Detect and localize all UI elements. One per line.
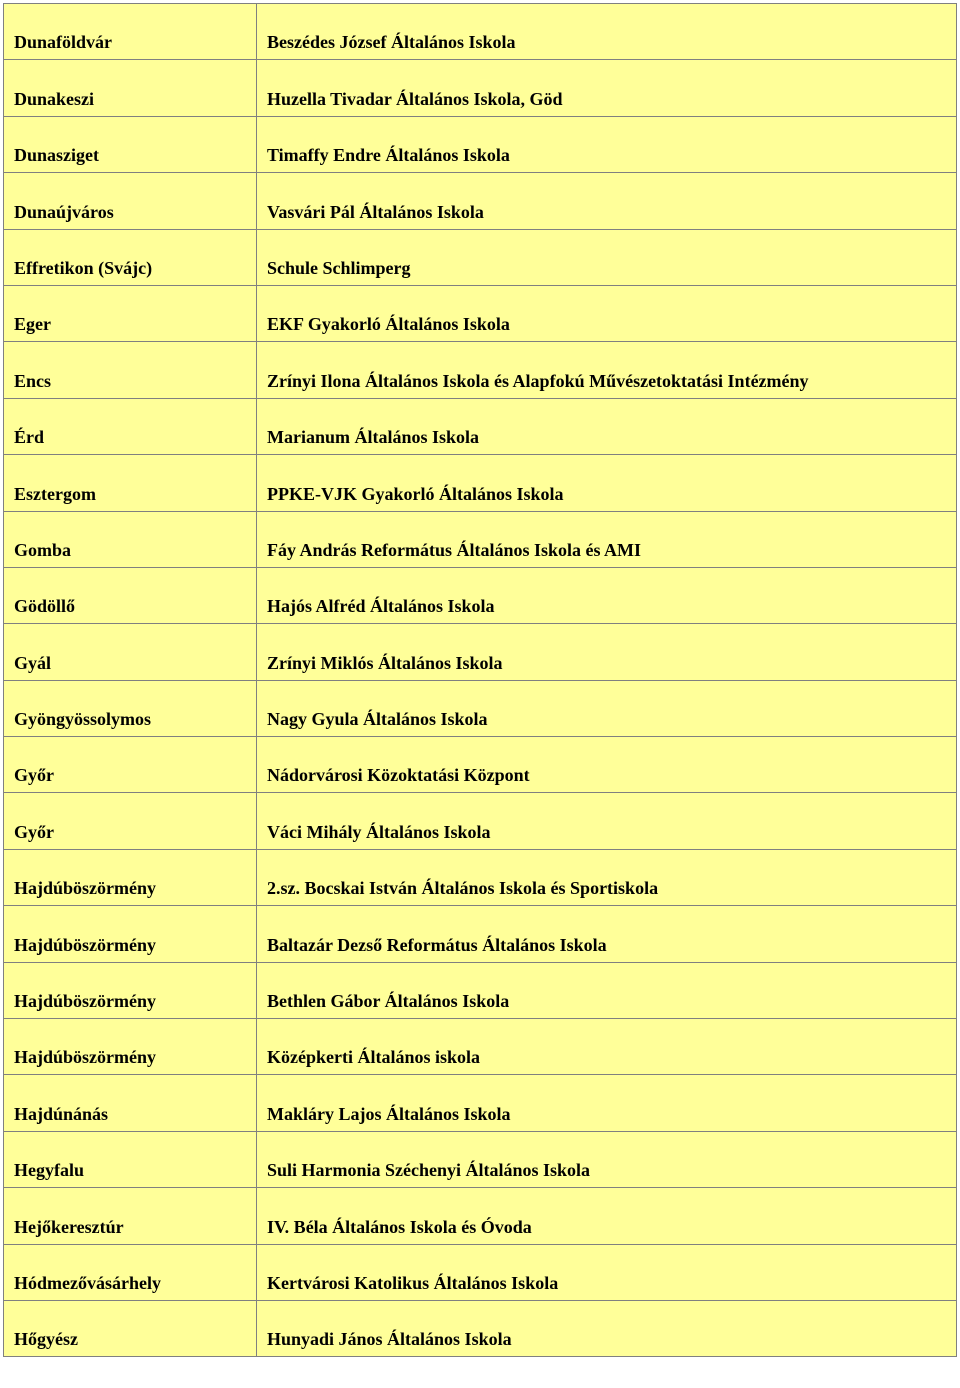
school-cell: Bethlen Gábor Általános Iskola bbox=[257, 962, 957, 1018]
school-cell: Nagy Gyula Általános Iskola bbox=[257, 680, 957, 736]
table-row bbox=[4, 285, 957, 341]
school-cell: Beszédes József Általános Iskola bbox=[257, 4, 957, 60]
table-row bbox=[4, 906, 957, 962]
city-cell: Gyál bbox=[4, 624, 257, 680]
table-row bbox=[4, 793, 957, 849]
table-row bbox=[4, 116, 957, 172]
table-row bbox=[4, 567, 957, 623]
school-cell: Váci Mihály Általános Iskola bbox=[257, 793, 957, 849]
city-cell: Győr bbox=[4, 737, 257, 793]
school-cell: Vasvári Pál Általános Iskola bbox=[257, 173, 957, 229]
city-cell: Hajdúböszörmény bbox=[4, 906, 257, 962]
table-row bbox=[4, 962, 957, 1018]
school-cell: Schule Schlimperg bbox=[257, 229, 957, 285]
city-cell: Gyöngyössolymos bbox=[4, 680, 257, 736]
school-cell: Huzella Tivadar Általános Iskola, Göd bbox=[257, 60, 957, 116]
city-cell: Hajdúböszörmény bbox=[4, 962, 257, 1018]
table-row bbox=[4, 849, 957, 905]
table-row bbox=[4, 737, 957, 793]
city-cell: Dunasziget bbox=[4, 116, 257, 172]
schools-table bbox=[3, 3, 957, 1357]
table-row bbox=[4, 60, 957, 116]
school-cell: Zrínyi Miklós Általános Iskola bbox=[257, 624, 957, 680]
city-cell: Hegyfalu bbox=[4, 1131, 257, 1187]
table-row bbox=[4, 173, 957, 229]
school-cell: Marianum Általános Iskola bbox=[257, 398, 957, 454]
table-row bbox=[4, 511, 957, 567]
school-cell: PPKE-VJK Gyakorló Általános Iskola bbox=[257, 455, 957, 511]
school-cell: IV. Béla Általános Iskola és Óvoda bbox=[257, 1188, 957, 1244]
table-row bbox=[4, 1244, 957, 1300]
table-row bbox=[4, 680, 957, 736]
city-cell: Gomba bbox=[4, 511, 257, 567]
school-cell: Nádorvárosi Közoktatási Központ bbox=[257, 737, 957, 793]
city-cell: Eger bbox=[4, 285, 257, 341]
table-row bbox=[4, 229, 957, 285]
city-cell: Hódmezővásárhely bbox=[4, 1244, 257, 1300]
city-cell: Hajdúnánás bbox=[4, 1075, 257, 1131]
city-cell: Hajdúböszörmény bbox=[4, 1019, 257, 1075]
city-cell: Hejőkeresztúr bbox=[4, 1188, 257, 1244]
city-cell: Hajdúböszörmény bbox=[4, 849, 257, 905]
school-cell: 2.sz. Bocskai István Általános Iskola és Sportiskola bbox=[257, 849, 957, 905]
city-cell: Effretikon (Svájc) bbox=[4, 229, 257, 285]
table-row bbox=[4, 4, 957, 60]
school-cell: Makláry Lajos Általános Iskola bbox=[257, 1075, 957, 1131]
city-cell: Encs bbox=[4, 342, 257, 398]
school-cell: Zrínyi Ilona Általános Iskola és Alapfokú Művészetoktatási Intézmény bbox=[257, 342, 957, 398]
school-cell: EKF Gyakorló Általános Iskola bbox=[257, 285, 957, 341]
city-cell: Dunakeszi bbox=[4, 60, 257, 116]
table-row bbox=[4, 1019, 957, 1075]
table-row bbox=[4, 1188, 957, 1244]
school-cell: Hajós Alfréd Általános Iskola bbox=[257, 567, 957, 623]
schools-table-body bbox=[4, 4, 957, 1357]
school-cell: Fáy András Református Általános Iskola és AMI bbox=[257, 511, 957, 567]
city-cell: Gödöllő bbox=[4, 567, 257, 623]
city-cell: Dunaföldvár bbox=[4, 4, 257, 60]
school-cell: Hunyadi János Általános Iskola bbox=[257, 1300, 957, 1356]
table-row bbox=[4, 1131, 957, 1187]
school-cell: Baltazár Dezső Református Általános Iskola bbox=[257, 906, 957, 962]
school-cell: Középkerti Általános iskola bbox=[257, 1019, 957, 1075]
table-row bbox=[4, 455, 957, 511]
city-cell: Esztergom bbox=[4, 455, 257, 511]
school-cell: Suli Harmonia Széchenyi Általános Iskola bbox=[257, 1131, 957, 1187]
city-cell: Győr bbox=[4, 793, 257, 849]
table-row bbox=[4, 1075, 957, 1131]
city-cell: Érd bbox=[4, 398, 257, 454]
city-cell: Hőgyész bbox=[4, 1300, 257, 1356]
table-row bbox=[4, 342, 957, 398]
city-cell: Dunaújváros bbox=[4, 173, 257, 229]
table-row bbox=[4, 398, 957, 454]
table-row bbox=[4, 624, 957, 680]
table-row bbox=[4, 1300, 957, 1356]
school-cell: Kertvárosi Katolikus Általános Iskola bbox=[257, 1244, 957, 1300]
school-cell: Timaffy Endre Általános Iskola bbox=[257, 116, 957, 172]
